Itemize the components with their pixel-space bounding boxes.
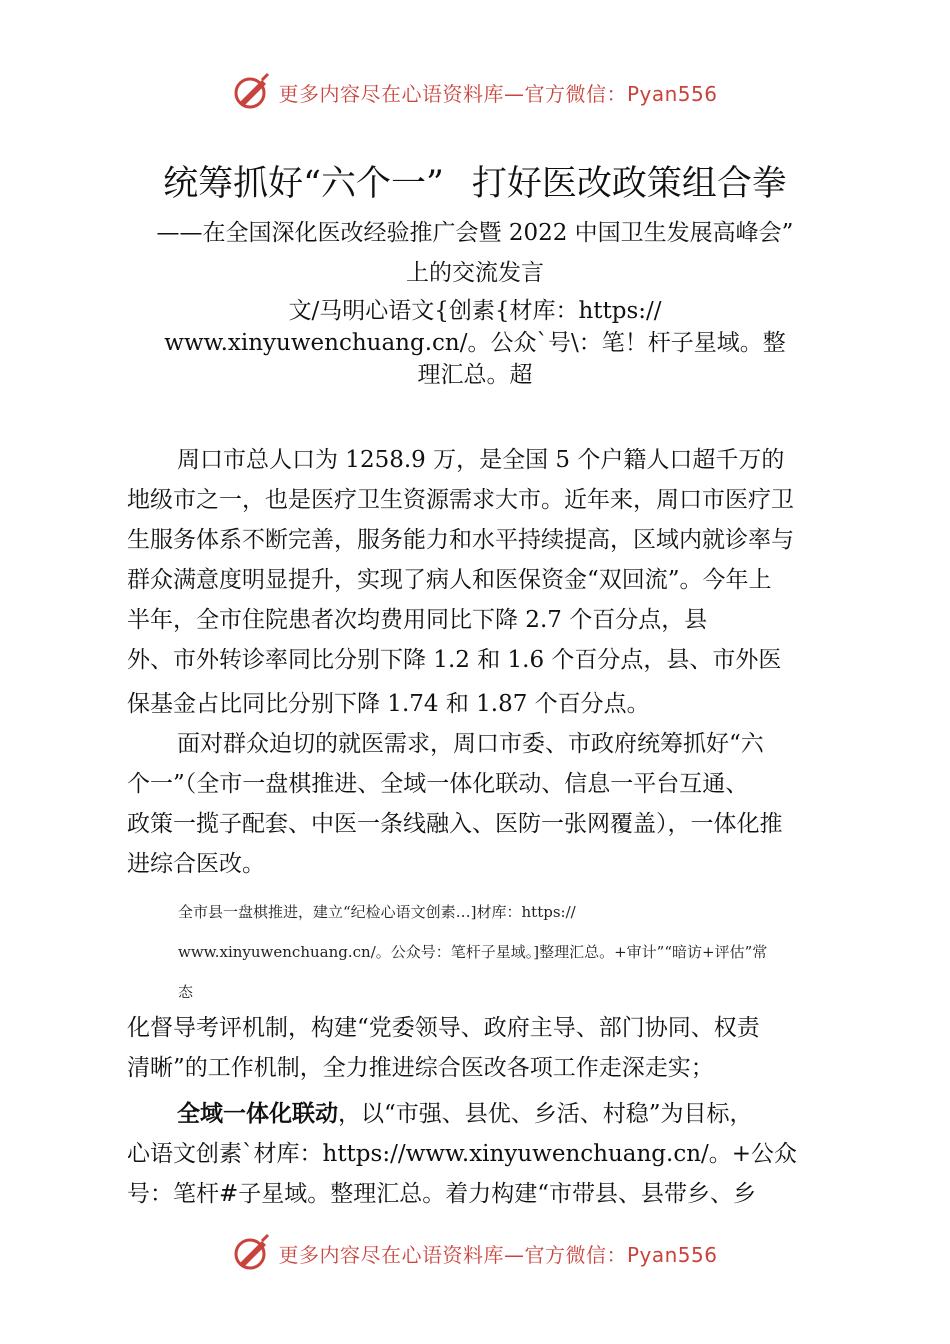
paragraph-line: 群众满意度明显提升，实现了病人和医保资金“双回流”。今年上 xyxy=(127,567,772,593)
paragraph-line: 化督导考评机制，构建“党委领导、政府主导、部门协同、权责 xyxy=(127,1015,760,1041)
paragraph-line: 进综合医改。 xyxy=(127,851,265,877)
paragraph-line: 政策一揽子配套、中医一条线融入、医防一张网覆盖），一体化推 xyxy=(127,811,783,837)
paragraph-line: 外、市外转诊率同比分别下降 1.2 和 1.6 个百分点，县、市外医 xyxy=(127,647,782,673)
paragraph-line: 生服务体系不断完善，服务能力和水平持续提高，区域内就诊率与 xyxy=(127,527,794,553)
title-part1: 统筹抓好“六个一” xyxy=(163,164,444,204)
paragraph-line xyxy=(127,1094,847,1134)
paragraph-line: 地级市之一，也是医疗卫生资源需求大市。近年来，周口市医疗卫 xyxy=(127,487,794,513)
pen-seal-icon xyxy=(232,1233,272,1273)
top-banner xyxy=(0,70,950,114)
paragraph-line: 面对群众迫切的就医需求，周口市委、市政府统筹抓好“六 xyxy=(177,731,764,757)
page-title xyxy=(0,160,950,208)
subtitle-line1: ——在全国深化医改经验推广会暨 2022 中国卫生发展高峰会” xyxy=(156,220,794,246)
paragraph-line: 号：笔杆#子星域。整理汇总。着力构建“市带县、县带乡、乡 xyxy=(127,1181,757,1207)
bold-lead: 全域一体化联动 xyxy=(177,1101,338,1127)
paragraph-line-rest: ，以“市强、县优、乡活、村稳”为目标， xyxy=(338,1101,753,1127)
bottom-banner xyxy=(0,1231,950,1275)
banner-text: 更多内容尽在心语资料库—官方微信：Pyan556 xyxy=(278,1242,718,1267)
byline xyxy=(0,295,950,391)
paragraph-2 xyxy=(127,724,847,884)
note-line: 态 xyxy=(178,983,194,1001)
paragraph-line: 个一”（全市一盘棋推进、全域一体化联动、信息一平台互通、 xyxy=(127,771,749,797)
byline-line3: 理汇总。超 xyxy=(417,362,533,388)
note-line: 全市县一盘棋推进，建立“纪检心语文创素…]材库：https:// xyxy=(178,903,576,921)
paragraph-line: 周口市总人口为 1258.9 万，是全国 5 个户籍人口超千万的 xyxy=(177,447,785,473)
paragraph-line: 保基金占比同比分别下降 1.74 和 1.87 个百分点。 xyxy=(127,691,650,717)
paragraph-line: 心语文创素`材库：https://www.xinyuwenchuang.cn/。+公众 xyxy=(127,1141,798,1167)
pen-seal-icon xyxy=(232,72,272,112)
paragraph-line: 半年，全市住院患者次均费用同比下降 2.7 个百分点，县 xyxy=(127,607,708,633)
small-note xyxy=(178,892,878,1012)
byline-line2: www.xinyuwenchuang.cn/。公众`号\：笔！杆子星域。整 xyxy=(164,330,786,356)
title-part2: 打好医改政策组合拳 xyxy=(471,164,787,204)
paragraph-1 xyxy=(127,440,847,724)
paragraph-line: 清晰”的工作机制，全力推进综合医改各项工作走深走实； xyxy=(127,1055,714,1081)
note-line: www.xinyuwenchuang.cn/。公众号：笔杆子星域。]整理汇总。+审计”“暗访+评估”常 xyxy=(178,943,768,961)
byline-line1: 文/马明心语文{创素{材库：https:// xyxy=(288,298,662,324)
subtitle-line2: 上的交流发言 xyxy=(406,260,544,286)
paragraph-4 xyxy=(127,1094,847,1214)
banner-text: 更多内容尽在心语资料库—官方微信：Pyan556 xyxy=(278,81,718,106)
paragraph-3 xyxy=(127,1008,847,1088)
